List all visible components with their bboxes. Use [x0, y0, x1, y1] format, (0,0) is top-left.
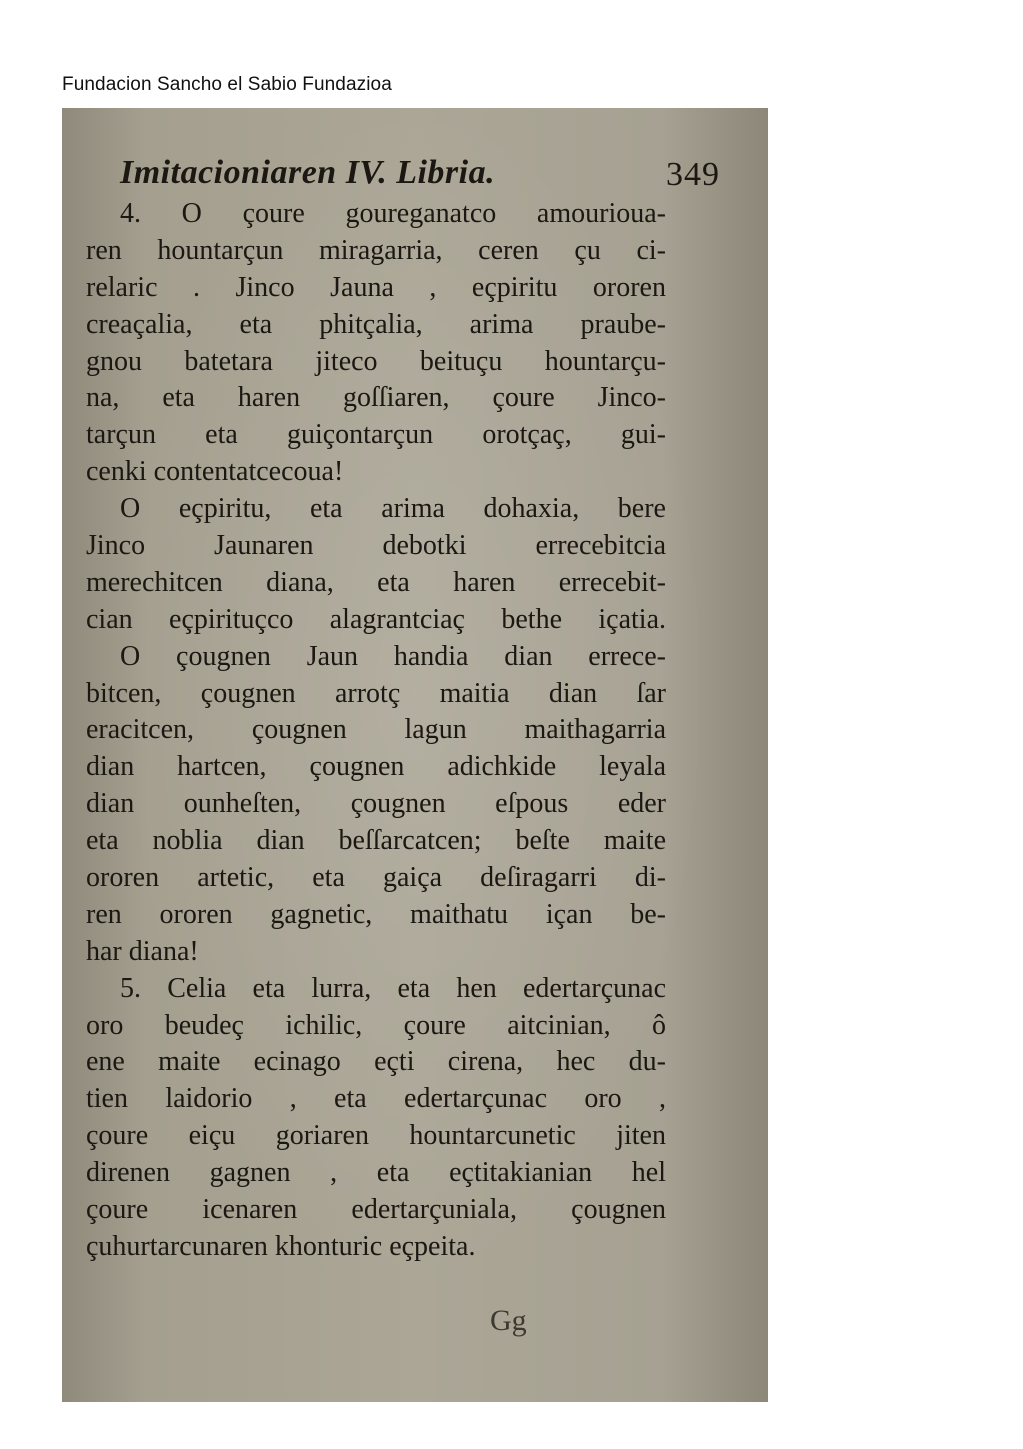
running-title: Imitacioniaren IV. Libria. — [120, 154, 496, 191]
running-head — [120, 154, 720, 198]
text-line: çoure icenaren edertarçuniala, çougnen — [86, 1194, 666, 1226]
source-label: Fundacion Sancho el Sabio Fundazioa — [62, 74, 392, 95]
text-line: tien laidorio , eta edertarçunac oro , — [86, 1083, 666, 1115]
text-line: har diana! — [86, 935, 199, 967]
text-line: 4. O çoure goureganatco amourioua- — [120, 198, 666, 229]
text-line: O eçpiritu, eta arima dohaxia, bere — [120, 493, 666, 525]
text-line: bitcen, çougnen arrotç maitia dian ſar — [86, 677, 666, 709]
text-line: na, eta haren goſſiaren, çoure Jinco- — [86, 382, 666, 414]
page-number: 349 — [666, 156, 720, 193]
text-line: ren ororen gagnetic, maithatu içan be- — [86, 898, 666, 930]
text-line: eracitcen, çougnen lagun maithagarria — [86, 714, 666, 746]
text-line: relaric . Jinco Jauna , eçpiritu ororen — [86, 271, 666, 303]
text-line: ororen artetic, eta gaiça deſiragarri di- — [86, 862, 666, 894]
text-line: O çougnen Jaun handia dian errece- — [120, 640, 666, 672]
text-line: ene maite ecinago eçti cirena, hec du- — [86, 1046, 666, 1078]
text-line: dian hartcen, çougnen adichkide leyala — [86, 751, 666, 783]
text-line: cenki contentatcecoua! — [86, 456, 344, 488]
text-line: merechitcen diana, eta haren errecebit- — [86, 566, 666, 598]
text-line: gnou batetara jiteco beituçu hountarçu- — [86, 345, 666, 377]
text-line: çoure eiçu goriaren hountarcunetic jiten — [86, 1120, 666, 1152]
text-line: creaçalia, eta phitçalia, arima praube- — [86, 308, 666, 340]
book-page — [62, 108, 768, 1402]
text-line: dian ounheſten, çougnen eſpous eder — [86, 788, 666, 820]
text-line: ren hountarçun miragarria, ceren çu ci- — [86, 234, 666, 266]
text-line: tarçun eta guiçontarçun orotçaç, gui- — [86, 419, 666, 451]
text-line: Jinco Jaunaren debotki errecebitcia — [86, 530, 666, 562]
text-line: çuhurtarcunaren khonturic eçpeita. — [86, 1230, 476, 1262]
signature-mark: Gg — [490, 1304, 527, 1337]
text-line: cian eçpirituçco alagrantciaç bethe içatia. — [86, 603, 666, 635]
body-text — [86, 196, 666, 1266]
text-line: 5. Celia eta lurra, eta hen edertarçunac — [120, 972, 666, 1004]
text-line: oro beudeç ichilic, çoure aitcinian, ô — [86, 1009, 666, 1041]
text-line: eta noblia dian beſſarcatcen; beſte maite — [86, 825, 666, 857]
text-line: direnen gagnen , eta eçtitakianian hel — [86, 1157, 666, 1189]
scanned-page-image — [62, 108, 768, 1402]
